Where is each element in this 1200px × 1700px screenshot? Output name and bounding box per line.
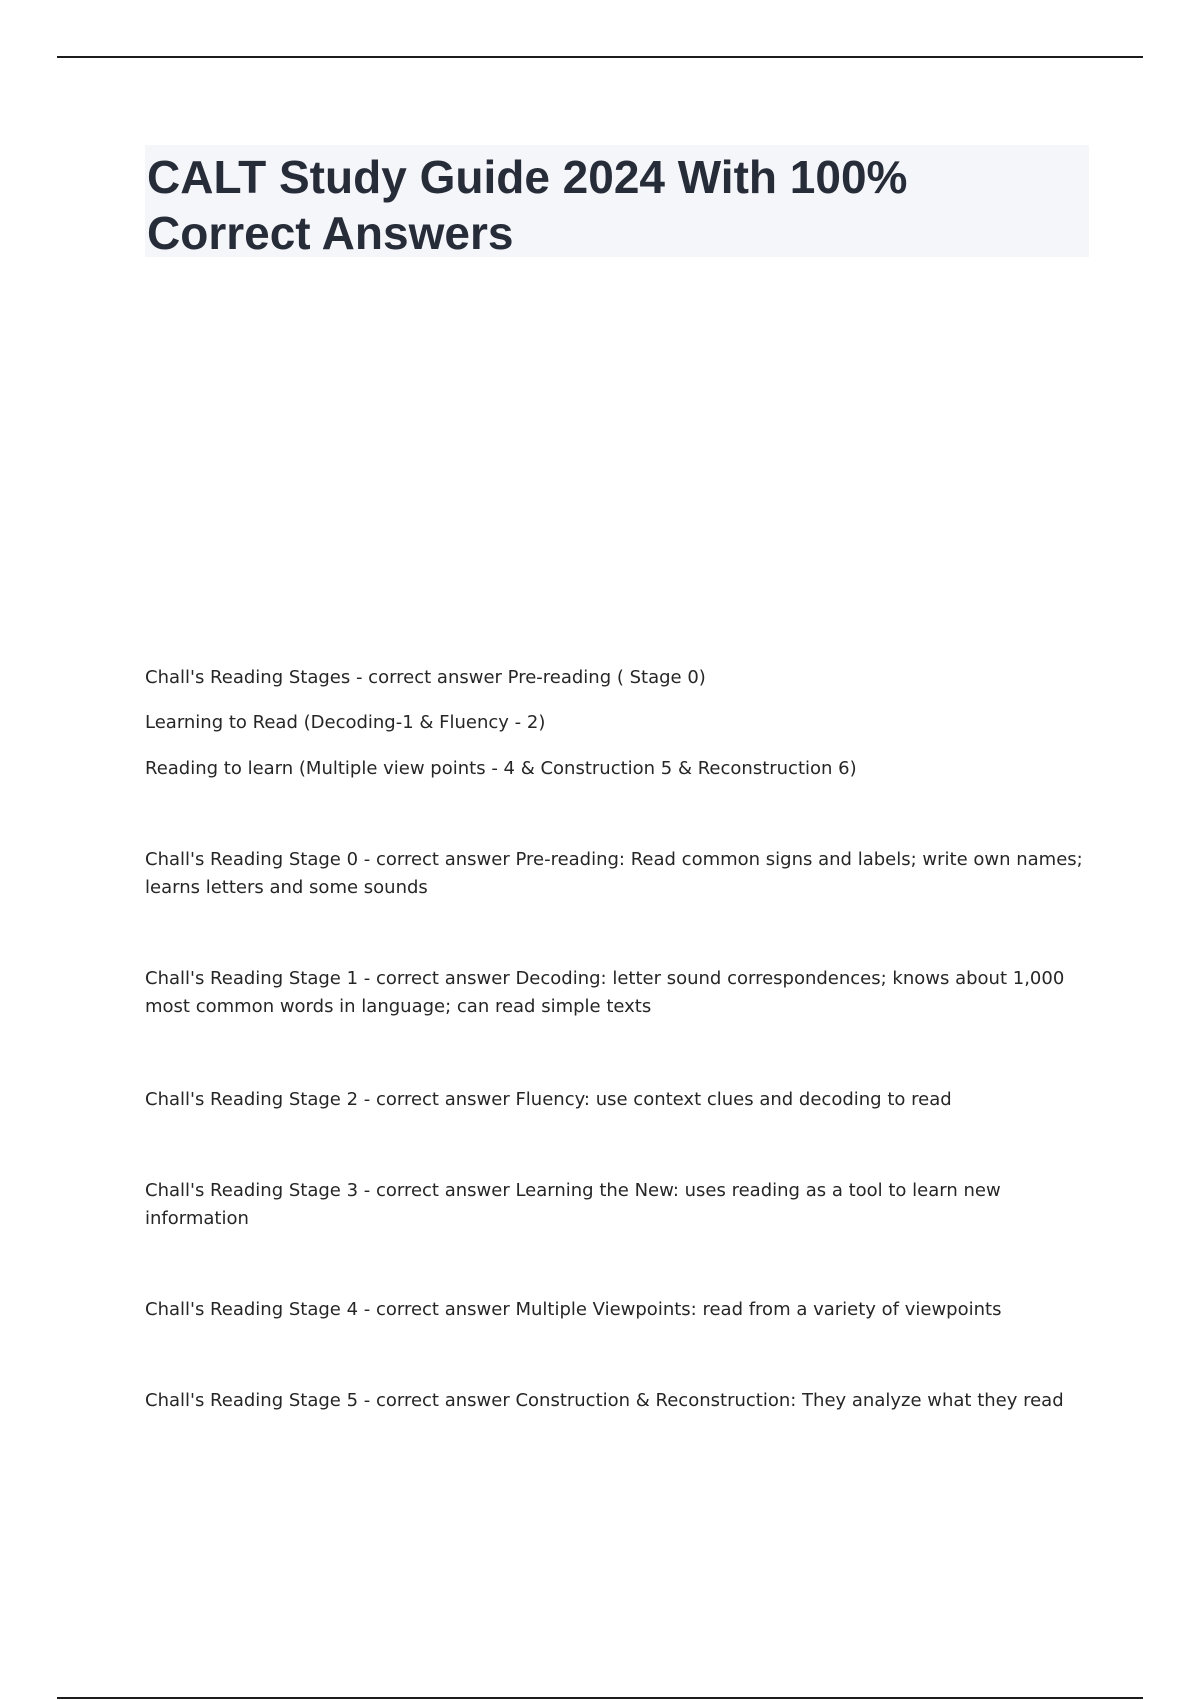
- entry-stage-2: Chall's Reading Stage 2 - correct answer Fluency: use context clues and decoding to read: [145, 1089, 952, 1110]
- document-title: CALT Study Guide 2024 With 100% Correct Answers: [147, 151, 908, 259]
- entry-reading-to-learn: Reading to learn (Multiple view points - 4 & Construction 5 & Reconstruction 6): [145, 758, 857, 779]
- entry-learning-to-read: Learning to Read (Decoding-1 & Fluency - 2): [145, 712, 546, 733]
- entry-stage-4: Chall's Reading Stage 4 - correct answer Multiple Viewpoints: read from a variety of viewpoints: [145, 1299, 1002, 1320]
- bottom-divider: [57, 1697, 1143, 1699]
- entry-stage-1: Chall's Reading Stage 1 - correct answer Decoding: letter sound correspondences; knows about 1,000 most common words in language; can read simple texts: [145, 968, 1065, 1017]
- entry-stage-3: Chall's Reading Stage 3 - correct answer Learning the New: uses reading as a tool to learn new information: [145, 1180, 1001, 1229]
- entry-stage-5: Chall's Reading Stage 5 - correct answer Construction & Reconstruction: They analyze what they read: [145, 1390, 1064, 1411]
- entry-stage-0: Chall's Reading Stage 0 - correct answer Pre-reading: Read common signs and labels; write own names; learns letters and some sounds: [145, 849, 1083, 898]
- top-divider: [57, 56, 1143, 58]
- entry-reading-stages: Chall's Reading Stages - correct answer Pre-reading ( Stage 0): [145, 667, 706, 688]
- title-block: [145, 145, 1089, 257]
